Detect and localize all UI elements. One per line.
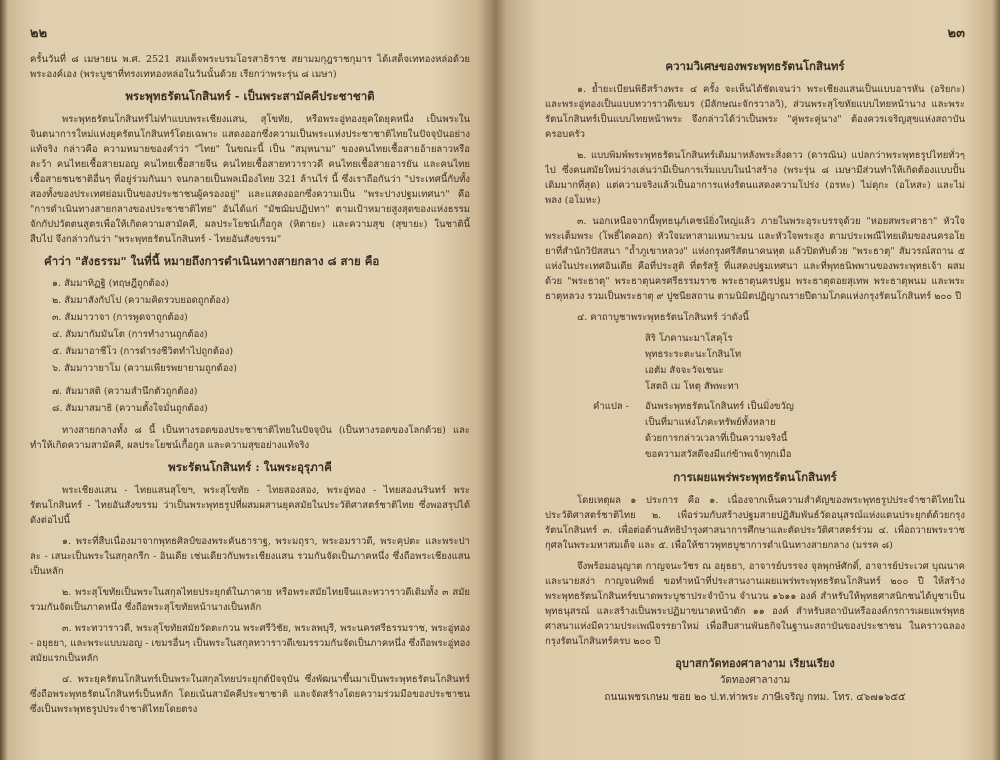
translation-line: ขอความสวัสดีจงมีแก่ข้าพเจ้าทุกเมื่อ [645, 449, 792, 460]
verse-line: โสตถิ เม โหตุ สัพพะทา [645, 381, 739, 392]
section-heading: การเผยแพร่พระพุทธรัตนโกสินทร์ [673, 470, 837, 484]
list-item: ๘. สัมมาสมาธิ (ความตั้งใจมั่นถูกต้อง) [52, 403, 208, 414]
page-number: ๒๒ [30, 26, 48, 41]
verse-translation [545, 399, 965, 463]
verse-line: เอตัม สัจจะวัจเชนะ [645, 365, 724, 376]
numbered-paragraph: ๔. พระยุครัตนโกสินทร์เป็นพระในสกุลไทยประยุกต์ปัจจุบัน ซึ่งพัฒนาขึ้นมาเป็นพระพุทธรัตนโกสินทร์ ซึ่งถือพระพุทธรัตนโกสินทร์เป็นหลัก โดยเน้นสามัคคีประชาชาติ และจัดสร้างโดยความร่วมมือของประชาชน ซึ่งเป็นพระพุทธรูปประจำชาติไทยโดยตรง [30, 674, 470, 715]
numbered-paragraph: ๓. นอกเหนือจากนี้พุทธนุภ์เคชน์ยิ่งใหญ่แล้ว ภายในพระอุระบรรจุด้วย "หอยสพระศาธา" หัวใจพระเต็มพระ (โพธิ์ไดคอก) หัวใจมหาสามเหมาะมน และหัวใจพระสูง ตามประเพณีไทยเดิมของนครอโยยาที่สำนักวิปัสสนา "ถ้ำภูเขาหลวง" แห่งกรุงศรีสัตนาคนหุต แล้วปิดทับด้วย "พระธาตุ" สัมวรณ์สถาน ๕ แห่งในประเทศอินเดีย คือที่ประสูติ ที่ตรัสรู้ ที่แสดงปฐมเทศนา และที่พุทธนิพพานของพระพุทธเจ้า ผสมด้วย "พระธาตุ" พระธาตุนครศรีธรรมราช พระธาตุนครปฐม พระธาตุดอยสุเทพ พระธาตุพนม และพระธาตุหลวง รวมเป็นพระธาตุ ๙ ปูชนียสถาน ตามนิมิตปฏิญาณรายปีตามโภคแห่งกรุงรัตนโกสินทร์ ๒๐๐ ปี [545, 216, 965, 302]
left-page-body [30, 52, 470, 723]
section-heading: พระพุทธรัตนโกสินทร์ - เป็นพระสามัคคีประชาชาติ [125, 89, 375, 103]
translation-label: คำแปล - [593, 401, 629, 412]
eightfold-path-list-continued [30, 383, 470, 417]
section-heading: คำว่า "สังธรรม" ในที่นี้ หมายถึงการดำเนินทางสายกลาง ๘ สาย คือ [44, 254, 380, 268]
translation-line: เป็นที่มาแห่งโภคะทรัพย์ทั้งหลาย [645, 417, 776, 428]
list-item: ๗. สัมมาสติ (ความสำนึกตัวถูกต้อง) [52, 386, 198, 397]
list-item: ๔. สัมมากัมมันโต (การทำงานถูกต้อง) [52, 329, 208, 340]
body-paragraph: ทางสายกลางทั้ง ๘ นี้ เป็นทางรอดของประชาชาติไทยในปัจจุบัน (เป็นทางรอดของโลกด้วย) และทำให้เกิดความสามัคคี, ผลประโยชน์เกื้อกูล และความสุขอย่างแท้จริง [30, 425, 470, 451]
pali-verse [545, 331, 965, 395]
right-page [545, 22, 965, 752]
body-paragraph: จึงพร้อมอนุญาต กาญจนะวัชร ณ อยุธยา, อาจารย์บรรจง จุลพุกษ์ศักดิ์, อาจารย์ประเวศ บุณนาค และนายสง่า กาญจนทิพย์ ขอทำหน้าที่ประสานงานเผยแพร่พระพุทธรัตนโกสินทร์ ๒๐๐ ปี ให้สร้างพระพุทธรัตนโกสินทร์ขนาดพระบูชาประจำบ้าน จำนวน ๑๖๑๑ องค์ สำหรับให้พุทธศาสนิกชนได้บูชาเป็นพุทธนุสรณ์ และสร้างเป็นพระปฏิมาขนาดหน้าตัก ๑๑ องค์ สำหรับสถาบันหรือองค์กรการเผยแพร่พุทธศาสนาแห่งมีความประเพณีจรรยาใหม่ เพื่อสืบสานพันธกิจในฐานะสถาบันของประชาชน ในคราวฉลองกรุงรัตนโกสินทร์ครบ ๒๐๐ ปี [545, 561, 965, 647]
numbered-paragraph: ๒. แบบพิมพ์พระพุทธรัตนโกสินทร์เดิมมาหลังพระสิ่งดาว (ดารณิน) แปลกว่าพระพุทธรูปไทยทั่วๆ ไป ซึ่งคนสมัยใหม่ว่างเล่นว่ามีเป็นการเริ่มแบบในนำสร้าง (พระรุ่น ๘ เมษามีส่วนทำให้เกิดต้องแบบปั้นเดิมมากที่สุด) แต่ความจริงแล้วเป็นอาการแห่งรัตนแสดงความโปร่ง (อรหะ) ไม่ดุกะ (อโหสะ) และไม่พลง (อโมหะ) [545, 150, 965, 206]
left-page [30, 22, 470, 752]
numbered-paragraph: ๔. คาถาบูชาพระพุทธรัตนโกสินทร์ ว่าดังนี้ [577, 312, 749, 323]
list-item: ๒. สัมมาสังกัปโป (ความคิดรวบยอดถูกต้อง) [52, 295, 230, 306]
list-item: ๓. สัมมาวาจา (การพูดจาถูกต้อง) [52, 312, 188, 323]
numbered-paragraph: ๑. พระที่สืบเนื่องมาจากพุทธศิลป์ของพระคันธาราฐ, พระมถุรา, พระอมราวดี, พระคุปตะ และพระปาละ - เสนะเป็นพระในสกุลกรีก - อินเดีย เช่นเดียวกับพระเชียงแสน รวมกันจัดเป็นภาคหนึ่ง ซึ่งถือพระเชียงแสนเป็นหลัก [30, 536, 470, 577]
list-item: ๑. สัมมาทิฏฐิ (ทฤษฎีถูกต้อง) [52, 278, 169, 289]
list-item: ๕. สัมมาอาชีโว (การดำรงชีวิตทำไปถูกต้อง) [52, 346, 234, 357]
list-item: ๖. สัมมาวายาโม (ความเพียรพยายามถูกต้อง) [52, 363, 237, 374]
translation-line: อันพระพุทธรัตนโกสินทร์ เป็นมิ่งขวัญ [645, 401, 794, 412]
page-number: ๒๓ [947, 26, 965, 41]
body-paragraph: พระเชียงแสน - ไทยแสนสุโขฯ, พระสุโขทัย - ไทยสองสอง, พระอู่ทอง - ไทยสองนรินทร์ พระรัตนโกสินทร์ - ไทยอันสังขรรม ว่าเป็นพระพุทธรูปที่ผสมผสานยุคสมัยในประวัติศาสตร์ชาติไทย ซึ่งพอสรุปได้ดังต่อไปนี้ [30, 485, 470, 526]
verse-line: สิริ โภคานะมาโสคุโร [645, 333, 733, 344]
right-page-body [545, 52, 965, 706]
body-paragraph: โดยเหตุผล ๑ ประการ คือ ๑. เนื่องจากเห็นความสำคัญของพระพุทธรูปประจำชาติไทยในประวัติศาสตร์ชาติไทย ๒. เพื่อร่วมกับสร้างปฐมสายปฏิสัมพันธ์วัดอนุสรณ์แห่งแดนประยุกต์ด้วยกรุงรัตนโกสินทร์ ๓. เพื่อต่อต้านลัทธิบำรุงศาสนาการศึกษาและตัดประวัติศาสตร์ร่วม ๔. เพื่อถวายพระราชกุศลในพระมหาสมเด็จ และ ๕. เพื่อให้ชาวพุทธบูชาการดำเนินทางสายกลาง (มรรค ๘) [545, 495, 965, 551]
numbered-paragraph: ๓. พระทวาราวดี, พระสุโขทัยสมัยวัดตะกวน พระศรีวิชัย, พระลพบุรี, พระนครศรีธรรมราช, พระอู่ทอง - อยุธยา, และพระแบบมอญ - เขมรอื่นๆ เป็นพระในสกุลทวาราวดีเขมรรวมกันจัดเป็นภาคหนึ่ง ซึ่งถือพระอู่ทองสมัยแรกเป็นหลัก [30, 623, 470, 664]
signature-block [545, 655, 965, 706]
verse-line: พุทธระระตะนะโกสินโท [645, 349, 742, 360]
translation-line: ด้วยการกล่าวเวลาที่เป็นความจริงนี้ [645, 433, 788, 444]
eightfold-path-list [30, 275, 470, 377]
intro-paragraph: ครั้นวันที่ ๘ เมษายน พ.ศ. 2521 สมเด็จพระบรมโอรสาธิราช สยามมกุฎราชกุมาร ได้เสด็จเททองหล่อด้วยพระองค์เอง (พระบูชาที่ทรงเททองหล่อในวันนั้นด้วย เรียกว่าพระรุ่น ๘ เมษา) [30, 54, 470, 80]
author-name: อุบาสกวัดทองศาลางาม เรียนเรียง [675, 657, 835, 670]
section-heading: พระรัตนโกสินทร์ : ในพระอุรุภาคี [168, 460, 332, 474]
organization: วัดทองศาลางาม [719, 675, 791, 686]
body-paragraph: พระพุทธรัตนโกสินทร์ไม่ทำแบบพระเชียงแสน, สุโขทัย, หรือพระอู่ทองยุคใดยุคหนึ่ง เป็นพระในจินตนาการใหม่แห่งยุครัตนโกสินทร์โดยเฉพาะ แสดงออกซึ่งความเป็นพระแห่งประชาชาติไทยในปัจจุบันอย่างแท้จริง กล่าวคือ ความหมายของคำว่า "ไทย" ในขณะนี้ เป็น "สมุหนาม" ของคนไทยเชื้อสายอ้ายลาวหรือละว้า คนไทยเชื้อสายมอญ คนไทยเชื้อสายจีน คนไทยเชื้อสายทวาราวดี คนไทยเชื้อสายอารยัน และคนไทยเชื้อสายชนชาติอื่นๆ ที่อยู่ร่วมกันมา จนกลายเป็นพลเมืองไทย 321 ล้านไร่ นี้ ซึ่งเราถือกันว่า "ประเทศนี้กับทั้งสองทั้งของประเทศย่อมเป็นของประชาชนผู้ครองอยู่" และแสดงออกซึ่งความเป็น "พระปางปฐมเทศนา" คือ "การดำเนินทางสายกลางของประชาชาติไทย" อันได้แก่ "มัชฌิมปฏิปทา" ตามเป้าหมายสูงสุดของแห่งธรรมจักกัปปวัตตนสูตรเพื่อให้เกิดความสามัคคี, ผลประโยชน์เกื้อกูล (หิตายะ) และความสุข (สุขายะ) ในชาตินี้สืบไป จึงกล่าวกันว่า "พระพุทธรัตนโกสินทร์ - ไทยอันสังขรรม" [30, 114, 470, 245]
address: ถนนเพชรเกษม ซอย ๒๐ ป.ท.ท่าพระ ภาษีเจริญ กทม. โทร. ๔๖๗๑๖๕๕ [604, 692, 906, 703]
numbered-paragraph: ๑. ย้ำยะเบียนพิธีสร้างพระ ๔ ครั้ง จะเห็นได้ชัดเจนว่า พระเชียงแสนเป็นแบบอารหัน (อริยกะ) และพระอู่ทองเป็นแบบทวาราวดีเขมร (มีลักษณะจักรวาลวิ), ส่วนพระสุโขทัยแบบไทยหน้านาง และพระรัตนโกสินทร์เป็นแบบไทยหน้าพระ จึงกล่าวได้ว่าเป็นพระ "คู่พระคู่นาง" ต้องควรเจริญสุขแห่งสถาบันครอบครัว [545, 84, 965, 140]
numbered-paragraph: ๒. พระสุโขทัยเป็นพระในสกุลไทยประยุกต์ในภาคาย หรือพระสมัยไทยจีนและทวาราวดีเดิมทั้ง ๓ สมัย รวมกันจัดเป็นภาคหนึ่ง ซึ่งถือพระสุโขทัยหน้านางเป็นหลัก [30, 587, 470, 613]
section-heading: ความวิเศษของพระพุทธรัตนโกสินทร์ [665, 59, 845, 73]
